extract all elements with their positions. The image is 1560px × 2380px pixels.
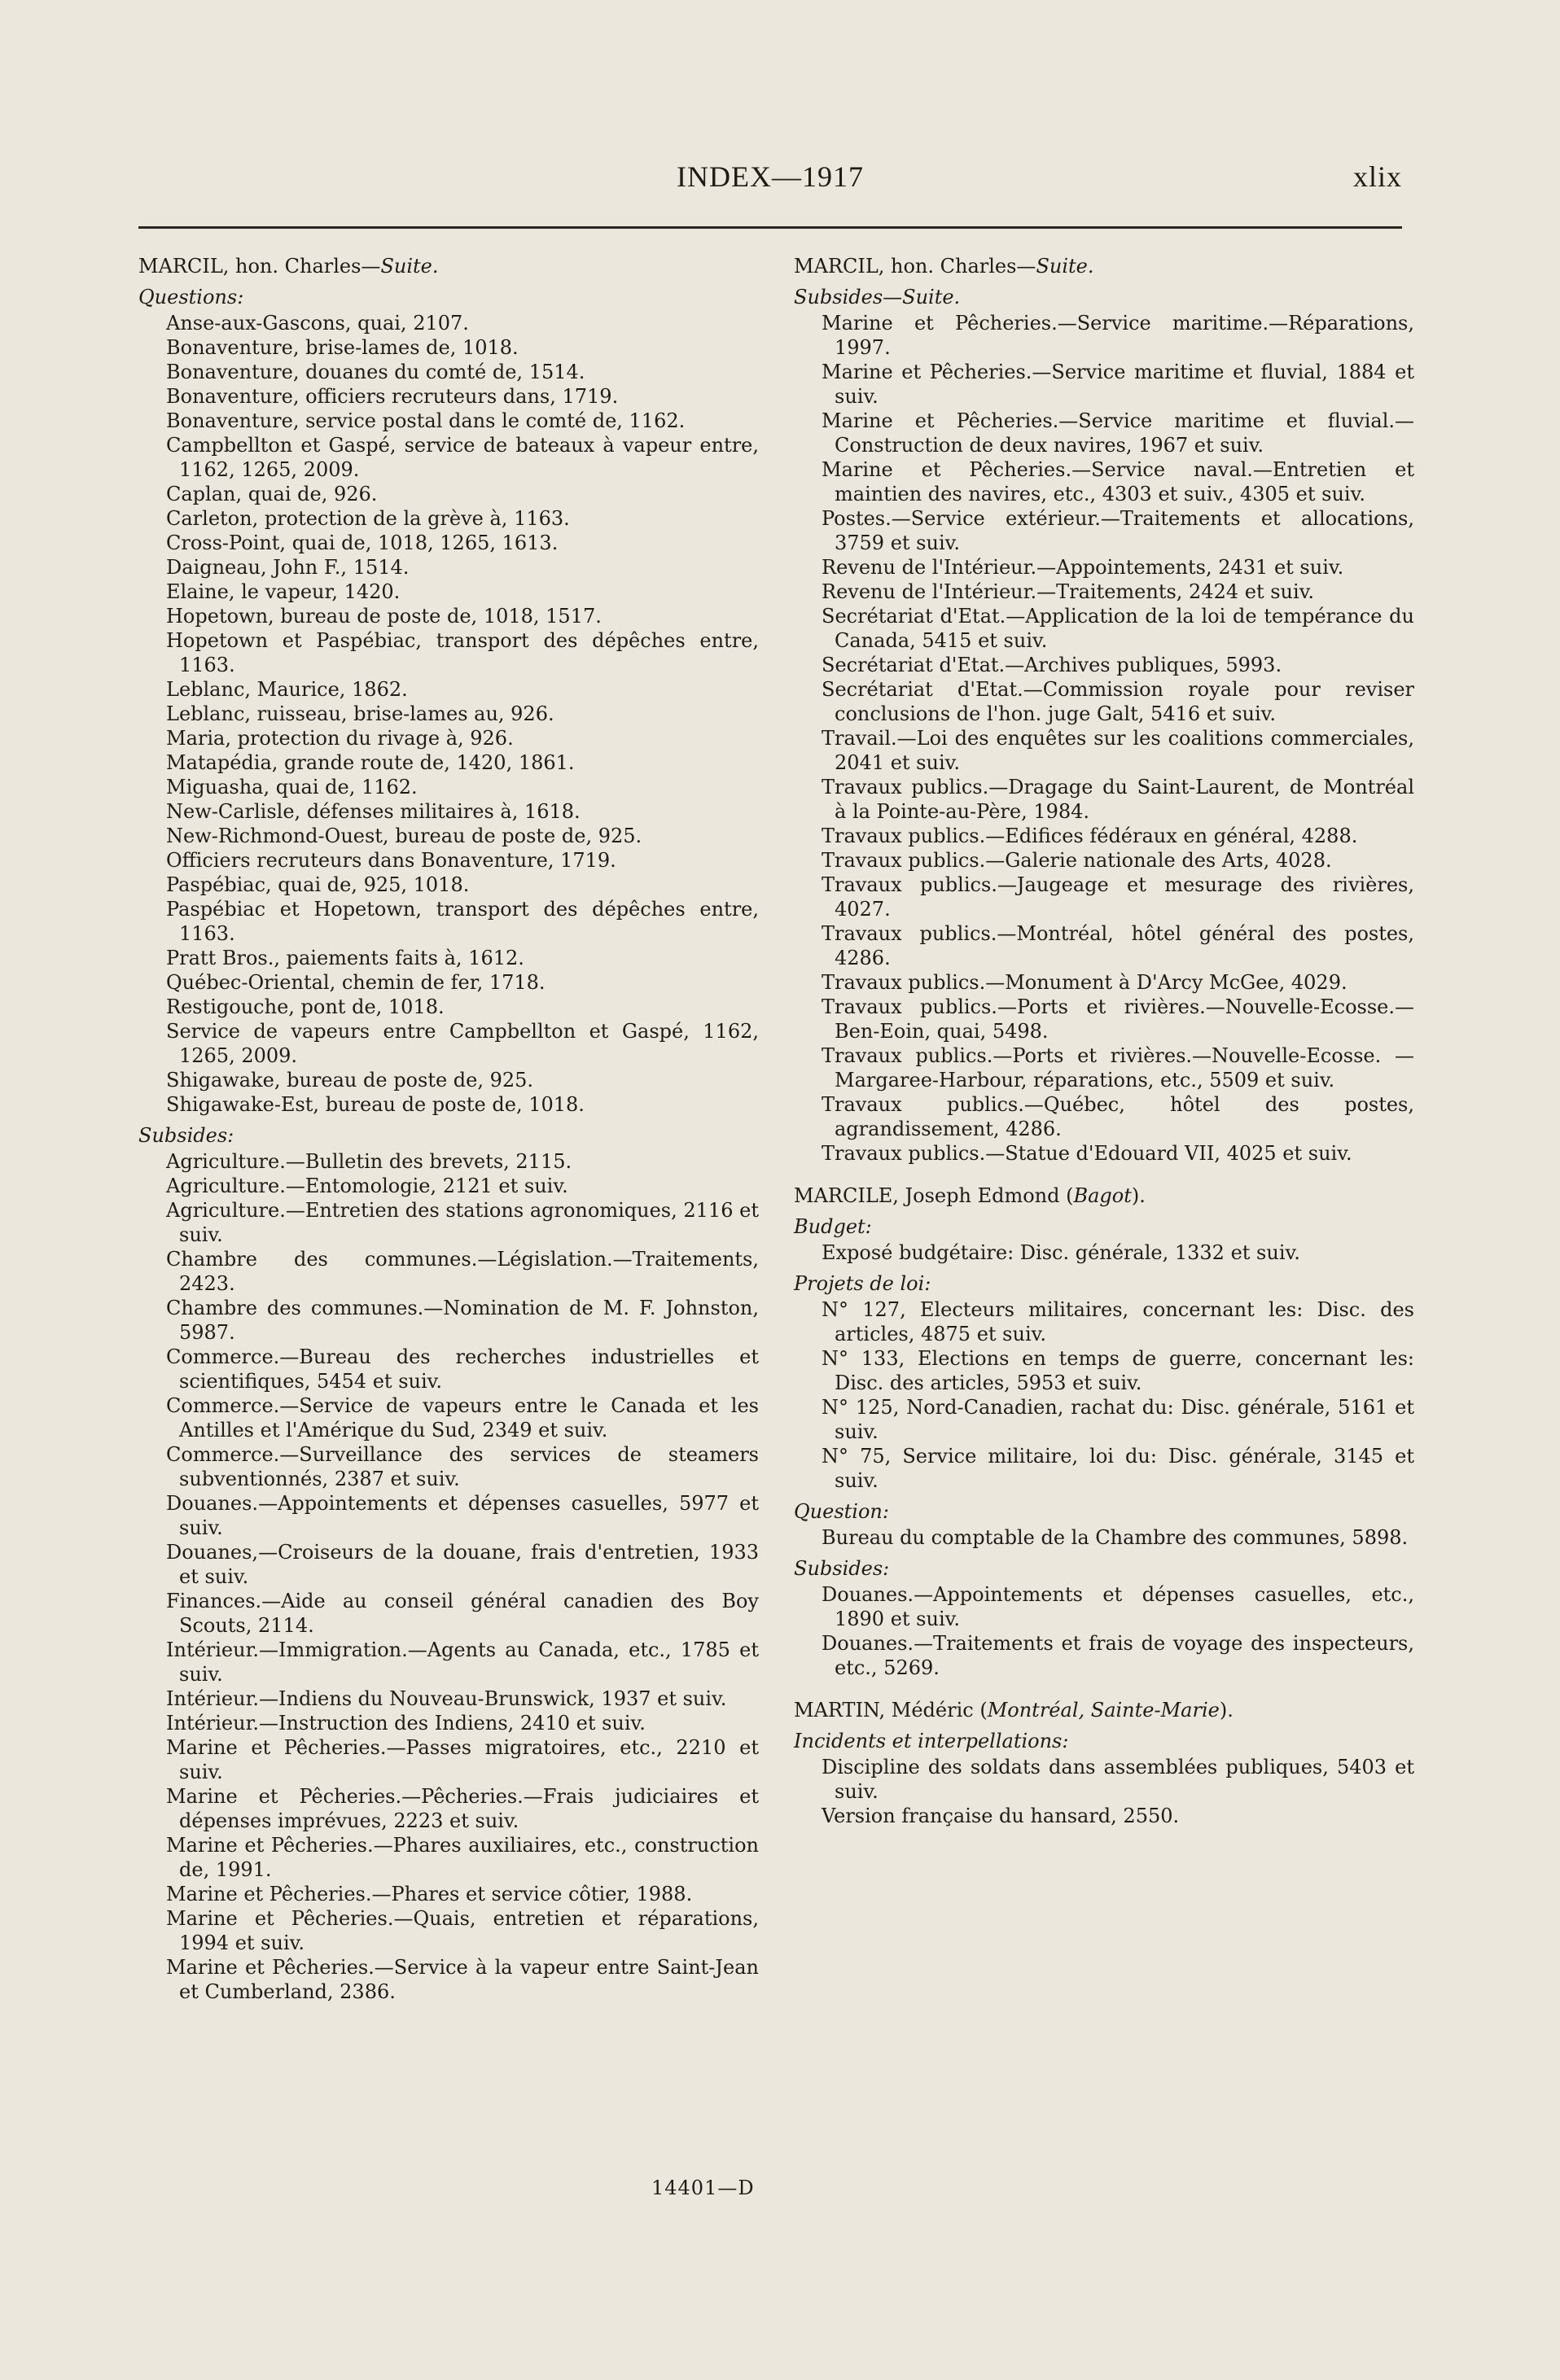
index-item: N° 75, Service militaire, loi du: Disc. générale, 3145 et suiv. [822,1445,1414,1492]
index-item: Marine et Pêcheries.—Phares auxiliaires, etc., construction de, 1991. [166,1834,759,1881]
left-column [138,254,759,2004]
index-item: Restigouche, pont de, 1018. [166,995,445,1018]
index-item: Chambre des communes.—Nomination de M. F. Johnston, 5987. [166,1297,759,1344]
index-item: Commerce.—Service de vapeurs entre le Canada et les Antilles et l'Amérique du Sud, 2349 et suiv. [166,1394,759,1442]
index-item: Leblanc, ruisseau, brise-lames au, 926. [166,702,554,725]
index-item: Officiers recruteurs dans Bonaventure, 1719. [166,849,616,872]
index-item: Douanes.—Appointements et dépenses casuelles, etc., 1890 et suiv. [822,1583,1414,1630]
index-item: New-Carlisle, défenses militaires à, 1618. [166,800,581,823]
index-item: Secrétariat d'Etat.—Application de la loi de tempérance du Canada, 5415 et suiv. [822,605,1414,652]
index-item: Travaux publics.—Galerie nationale des Arts, 4028. [822,849,1332,872]
index-item: Secrétariat d'Etat.—Archives publiques, 5993. [822,654,1282,676]
index-list [794,1297,1414,1493]
index-list [138,1149,759,2004]
index-item: Agriculture.—Bulletin des brevets, 2115. [166,1150,572,1173]
index-item: N° 127, Electeurs militaires, concernant les: Disc. des articles, 4875 et suiv. [822,1298,1414,1345]
section-title: Subsides: [794,1557,890,1580]
entry-name: MARTIN, Médéric ( [794,1699,988,1722]
index-item: Bonaventure, brise-lames de, 1018. [166,336,519,359]
entry-name-italic: Suite. [380,255,439,278]
index-item: Matapédia, grande route de, 1420, 1861. [166,751,575,774]
index-list [794,311,1414,1166]
index-item: Intérieur.—Instruction des Indiens, 2410 et suiv. [166,1712,646,1735]
index-list [794,1755,1414,1828]
index-item: Carleton, protection de la grève à, 1163. [166,507,570,530]
entry-name: MARCIL, hon. Charles— [794,255,1036,278]
index-item: Marine et Pêcheries.—Service à la vapeur entre Saint-Jean et Cumberland, 2386. [166,1956,759,2003]
index-item: Travaux publics.—Statue d'Edouard VII, 4025 et suiv. [822,1142,1352,1165]
section-title: Projets de loi: [794,1272,931,1295]
index-item: New-Richmond-Ouest, bureau de poste de, 925. [166,825,642,847]
entry-name-italic: Suite. [1036,255,1094,278]
section-title: Questions: [138,286,244,308]
index-item: Travaux publics.—Jaugeage et mesurage des rivières, 4027. [822,873,1414,921]
index-item: Miguasha, quai de, 1162. [166,776,418,798]
entry-name-italic: Bagot [1073,1184,1132,1207]
index-item: Finances.—Aide au conseil général canadien des Boy Scouts, 2114. [166,1590,759,1637]
index-item: Douanes.—Traitements et frais de voyage des inspecteurs, etc., 5269. [822,1632,1414,1679]
index-item: Shigawake, bureau de poste de, 925. [166,1069,534,1092]
index-item: Bonaventure, douanes du comté de, 1514. [166,361,585,383]
index-item: Pratt Bros., paiements faits à, 1612. [166,947,524,969]
index-item: Chambre des communes.—Législation.—Traitements, 2423. [166,1248,759,1295]
entry-name-tail: ). [1219,1699,1234,1722]
entry-name-tail: ). [1131,1184,1146,1207]
index-item: Travaux publics.—Québec, hôtel des postes, agrandissement, 4286. [822,1093,1414,1140]
index-item: Travaux publics.—Ports et rivières.—Nouvelle-Ecosse.—Ben-Eoin, quai, 5498. [822,995,1414,1043]
index-item: Québec-Oriental, chemin de fer, 1718. [166,971,546,994]
page-number: xlix [1352,160,1402,193]
index-item: Marine et Pêcheries.—Service naval.—Entretien et maintien des navires, etc., 4303 et suiv., 4305 et suiv. [822,458,1414,505]
section-title: Question: [794,1500,889,1523]
index-item: Leblanc, Maurice, 1862. [166,678,408,701]
index-item: Bonaventure, service postal dans le comté de, 1162. [166,409,686,432]
section-title: Subsides: [138,1124,234,1147]
index-item: Marine et Pêcheries.—Service maritime.—Réparations, 1997. [822,312,1414,359]
index-item: Elaine, le vapeur, 1420. [166,580,401,603]
right-column [794,254,1414,1828]
index-item: Postes.—Service extérieur.—Traitements et allocations, 3759 et suiv. [822,507,1414,554]
index-item: Agriculture.—Entretien des stations agronomiques, 2116 et suiv. [166,1199,759,1246]
index-item: Marine et Pêcheries.—Phares et service côtier, 1988. [166,1883,693,1905]
entry-name: MARCIL, hon. Charles— [138,255,381,278]
index-list [794,1582,1414,1680]
index-list [794,1525,1414,1550]
index-item: N° 125, Nord-Canadien, rachat du: Disc. générale, 5161 et suiv. [822,1396,1414,1443]
index-item: Douanes.—Appointements et dépenses casuelles, 5977 et suiv. [166,1492,759,1539]
index-item: Travaux publics.—Ports et rivières.—Nouvelle-Ecosse. — Margaree-Harbour, réparations, etc., 5509 et suiv. [822,1044,1414,1092]
index-item: Intérieur.—Indiens du Nouveau-Brunswick, 1937 et suiv. [166,1687,727,1710]
index-item: Revenu de l'Intérieur.—Appointements, 2431 et suiv. [822,556,1344,579]
section-title: Subsides—Suite. [794,286,961,308]
index-item: Marine et Pêcheries.—Service maritime et fluvial.—Construction de deux navires, 1967 et suiv. [822,409,1414,457]
index-item: Cross-Point, quai de, 1018, 1265, 1613. [166,532,559,554]
index-item: Paspébiac, quai de, 925, 1018. [166,873,470,896]
index-item: Travaux publics.—Montréal, hôtel général des postes, 4286. [822,922,1414,969]
page-header [138,160,1402,208]
index-item: Campbellton et Gaspé, service de bateaux à vapeur entre, 1162, 1265, 2009. [166,434,759,481]
index-item: Shigawake-Est, bureau de poste de, 1018. [166,1093,585,1116]
entry-heading [794,254,1414,278]
index-item: Anse-aux-Gascons, quai, 2107. [166,312,469,335]
entry-heading [794,1183,1414,1208]
index-item: Marine et Pêcheries.—Passes migratoires, etc., 2210 et suiv. [166,1736,759,1783]
index-item: Bonaventure, officiers recruteurs dans, 1719. [166,385,619,408]
index-item: Daigneau, John F., 1514. [166,556,410,579]
index-item: Commerce.—Surveillance des services de steamers subventionnés, 2387 et suiv. [166,1443,759,1490]
index-item: Travail.—Loi des enquêtes sur les coalitions commerciales, 2041 et suiv. [822,727,1414,774]
entry-name-italic: Montréal, Sainte-Marie [987,1699,1220,1722]
index-item: Service de vapeurs entre Campbellton et Gaspé, 1162, 1265, 2009. [166,1020,759,1067]
entry-name: MARCILE, Joseph Edmond ( [794,1184,1074,1207]
index-item: Agriculture.—Entomologie, 2121 et suiv. [166,1175,568,1197]
index-item: Travaux publics.—Dragage du Saint-Laurent, de Montréal à la Pointe-au-Père, 1984. [822,776,1414,823]
section-title: Budget: [794,1215,872,1238]
footer-signature: 14401—D [651,2177,755,2199]
entry-heading [138,254,759,278]
index-item: Travaux publics.—Edifices fédéraux en général, 4288. [822,825,1358,847]
index-item: Hopetown, bureau de poste de, 1018, 1517. [166,605,602,628]
index-list [794,1240,1414,1265]
index-item: Douanes,—Croiseurs de la douane, frais d'entretien, 1933 et suiv. [166,1541,759,1588]
index-item: Discipline des soldats dans assemblées publiques, 5403 et suiv. [822,1756,1414,1803]
index-item: Marine et Pêcheries.—Pêcheries.—Frais judiciaires et dépenses imprévues, 2223 et suiv. [166,1785,759,1832]
index-item: Intérieur.—Immigration.—Agents au Canada, etc., 1785 et suiv. [166,1638,759,1686]
index-item: Secrétariat d'Etat.—Commission royale pour reviser conclusions de l'hon. juge Galt, 5416 et suiv. [822,678,1414,725]
index-item: Exposé budgétaire: Disc. générale, 1332 et suiv. [822,1241,1300,1264]
index-item: Caplan, quai de, 926. [166,483,378,505]
index-item: Travaux publics.—Monument à D'Arcy McGee, 4029. [822,971,1347,994]
index-item: Revenu de l'Intérieur.—Traitements, 2424 et suiv. [822,580,1315,603]
index-item: Marine et Pêcheries.—Service maritime et fluvial, 1884 et suiv. [822,361,1414,408]
index-item: Hopetown et Paspébiac, transport des dépêches entre, 1163. [166,629,759,676]
index-list [138,311,759,1117]
entry-heading [794,1698,1414,1722]
index-item: Version française du hansard, 2550. [822,1805,1180,1827]
page-title: INDEX—1917 [677,160,864,193]
index-item: Marine et Pêcheries.—Quais, entretien et réparations, 1994 et suiv. [166,1907,759,1954]
index-item: Bureau du comptable de la Chambre des communes, 5898. [822,1526,1409,1549]
index-item: Commerce.—Bureau des recherches industrielles et scientifiques, 5454 et suiv. [166,1345,759,1393]
header-rule [138,226,1402,229]
index-item: N° 133, Elections en temps de guerre, concernant les: Disc. des articles, 5953 et suiv. [822,1347,1414,1394]
index-item: Paspébiac et Hopetown, transport des dépêches entre, 1163. [166,898,759,945]
section-title: Incidents et interpellations: [794,1730,1069,1752]
index-item: Maria, protection du rivage à, 926. [166,727,514,750]
